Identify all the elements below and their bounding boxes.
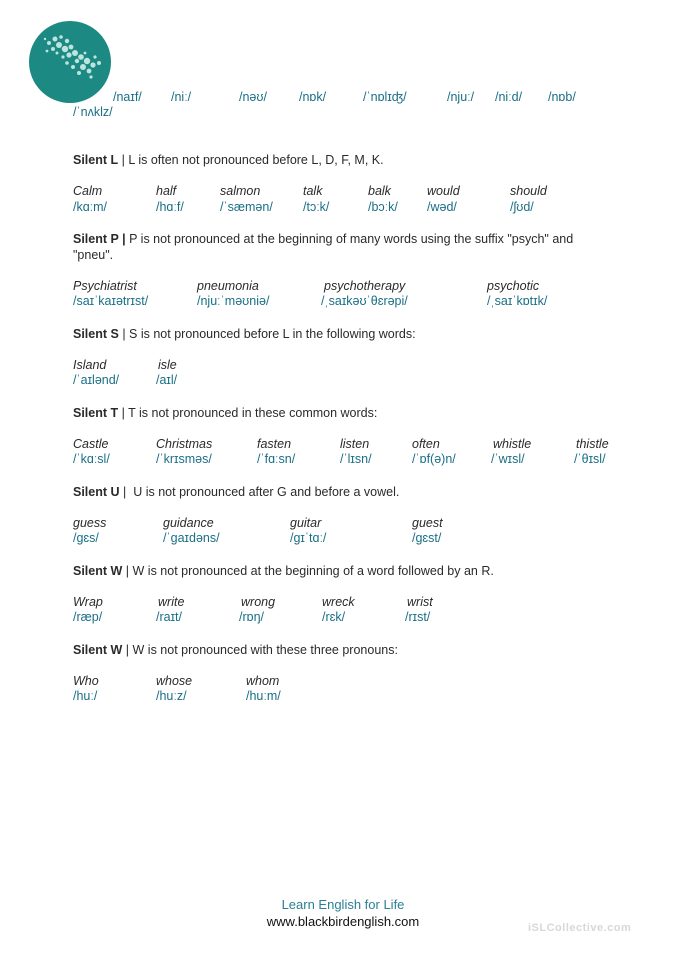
- ipa-item: /ˈfɑːsn/: [257, 452, 296, 466]
- ipa-item: /raɪt/: [156, 610, 182, 624]
- word: wrong: [241, 595, 276, 609]
- ipa-item: /gɛst/: [412, 531, 442, 545]
- word: Calm: [73, 184, 103, 198]
- ipa-item: /naɪf/: [113, 90, 142, 104]
- ipa-row: [0, 373, 686, 391]
- ipa-item: /huːz/: [156, 689, 187, 703]
- section-heading: [73, 405, 613, 421]
- ipa-item: /rɪst/: [405, 610, 431, 624]
- word: whom: [246, 674, 280, 688]
- separator: |: [122, 643, 133, 657]
- ipa-item: /ˈkrɪsməs/: [156, 452, 212, 466]
- section-heading: [73, 484, 613, 500]
- ipa-item: /ræp/: [73, 610, 103, 624]
- word: would: [427, 184, 460, 198]
- word: balk: [368, 184, 391, 198]
- section-title: Silent L: [73, 153, 119, 167]
- section-heading: [73, 563, 613, 579]
- ipa-item: /ˈgaɪdəns/: [163, 531, 220, 545]
- top-ipa-row-extra: [0, 105, 686, 123]
- ipa-row: [0, 531, 686, 549]
- ipa-row: [0, 294, 686, 312]
- ipa-row: [0, 610, 686, 628]
- ipa-item: /gɛs/: [73, 531, 99, 545]
- footer-url-link[interactable]: www.blackbirdenglish.com: [266, 914, 420, 929]
- ipa-item: /ˈɒf(ə)n/: [412, 452, 456, 466]
- section-title: Silent S: [73, 327, 119, 341]
- word: Who: [73, 674, 99, 688]
- footer-slogan: Learn English for Life: [281, 897, 405, 912]
- word: wreck: [322, 595, 355, 609]
- ipa-item: /njuːˈməʊniə/: [197, 294, 270, 308]
- ipa-item: /ˈaɪlənd/: [73, 373, 120, 387]
- separator: |: [122, 564, 133, 578]
- section-heading: [73, 231, 613, 263]
- section-heading: [73, 642, 613, 658]
- ipa-item: /ˈwɪsl/: [491, 452, 525, 466]
- separator: |: [118, 406, 129, 420]
- word: Island: [73, 358, 107, 372]
- separator: |: [118, 153, 129, 167]
- ipa-item: /saɪˈkaɪətrɪst/: [73, 294, 149, 308]
- word: psychotic: [487, 279, 540, 293]
- word: psychotherapy: [324, 279, 406, 293]
- word: listen: [340, 437, 370, 451]
- ipa-item: /niːd/: [495, 90, 523, 104]
- ipa-item: /ˈsæmən/: [220, 200, 273, 214]
- ipa-item: /nɒb/: [548, 90, 576, 104]
- section-description: U is not pronounced after G and before a vowel.: [133, 485, 400, 499]
- ipa-item: /nɒk/: [299, 90, 327, 104]
- ipa-item: /aɪl/: [156, 373, 178, 387]
- word: isle: [158, 358, 177, 372]
- word: should: [510, 184, 547, 198]
- ipa-item: /rɒŋ/: [239, 610, 265, 624]
- ipa-item: /ˈkɑːsl/: [73, 452, 110, 466]
- word: Wrap: [73, 595, 103, 609]
- ipa-item: /nəʊ/: [239, 90, 267, 104]
- section-description: P is not pronounced at the beginning of many words using the suffix "psych" and "pneu".: [73, 232, 574, 262]
- section-heading: [73, 326, 613, 342]
- ipa-item: /huː/: [73, 689, 98, 703]
- section-title: Silent W: [73, 643, 123, 657]
- word: whose: [156, 674, 193, 688]
- ipa-item: /njuː/: [447, 90, 475, 104]
- ipa-item: /ˌsaɪkəʊˈθɛrəpi/: [321, 294, 408, 308]
- word: guitar: [290, 516, 322, 530]
- word: guidance: [163, 516, 214, 530]
- ipa-item: /ˈlɪsn/: [340, 452, 372, 466]
- watermark: iSLCollective.com: [528, 922, 632, 934]
- section-description: W is not pronounced at the beginning of a word followed by an R.: [132, 564, 494, 578]
- ipa-row: [0, 200, 686, 218]
- word: guess: [73, 516, 107, 530]
- ipa-item: /niː/: [171, 90, 192, 104]
- ipa-item: /ˈθɪsl/: [574, 452, 606, 466]
- word: half: [156, 184, 177, 198]
- section-heading: [73, 152, 613, 168]
- word: Christmas: [156, 437, 213, 451]
- ipa-row: [0, 689, 686, 707]
- ipa-item: /huːm/: [246, 689, 281, 703]
- ipa-item: /rɛk/: [322, 610, 346, 624]
- ipa-item: /ˌsaɪˈkɒtɪk/: [487, 294, 548, 308]
- word: pneumonia: [197, 279, 259, 293]
- word: whistle: [493, 437, 532, 451]
- ipa-item: /tɔːk/: [303, 200, 330, 214]
- section-title: Silent U: [73, 485, 120, 499]
- ipa-item: /gɪˈtɑː/: [290, 531, 327, 545]
- section-title: Silent T: [73, 406, 119, 420]
- section-title: Silent W: [73, 564, 123, 578]
- section-description: T is not pronounced in these common words:: [128, 406, 378, 420]
- ipa-item: /ˈnɒlɪʤ/: [363, 90, 407, 104]
- word: often: [412, 437, 440, 451]
- section-description: W is not pronounced with these three pronouns:: [132, 643, 398, 657]
- separator: |: [118, 327, 130, 341]
- ipa-item: /wəd/: [427, 200, 457, 214]
- word: talk: [303, 184, 323, 198]
- word: wrist: [407, 595, 433, 609]
- word: guest: [412, 516, 443, 530]
- section-description: S is not pronounced before L in the following words:: [129, 327, 416, 341]
- ipa-item: /bɔːk/: [368, 200, 398, 214]
- ipa-item: /ʃʊd/: [510, 200, 534, 214]
- word: write: [158, 595, 185, 609]
- word: salmon: [220, 184, 261, 198]
- word: thistle: [576, 437, 609, 451]
- ipa-item: /ˈnʌklz/: [73, 105, 113, 119]
- ipa-row: [0, 452, 686, 470]
- word: Castle: [73, 437, 109, 451]
- ipa-item: /hɑːf/: [156, 200, 184, 214]
- word: fasten: [257, 437, 292, 451]
- separator: |: [119, 485, 134, 499]
- section-title: Silent P |: [73, 232, 126, 246]
- word: Psychiatrist: [73, 279, 137, 293]
- ipa-item: /kɑːm/: [73, 200, 108, 214]
- section-description: L is often not pronounced before L, D, F, M, K.: [128, 153, 384, 167]
